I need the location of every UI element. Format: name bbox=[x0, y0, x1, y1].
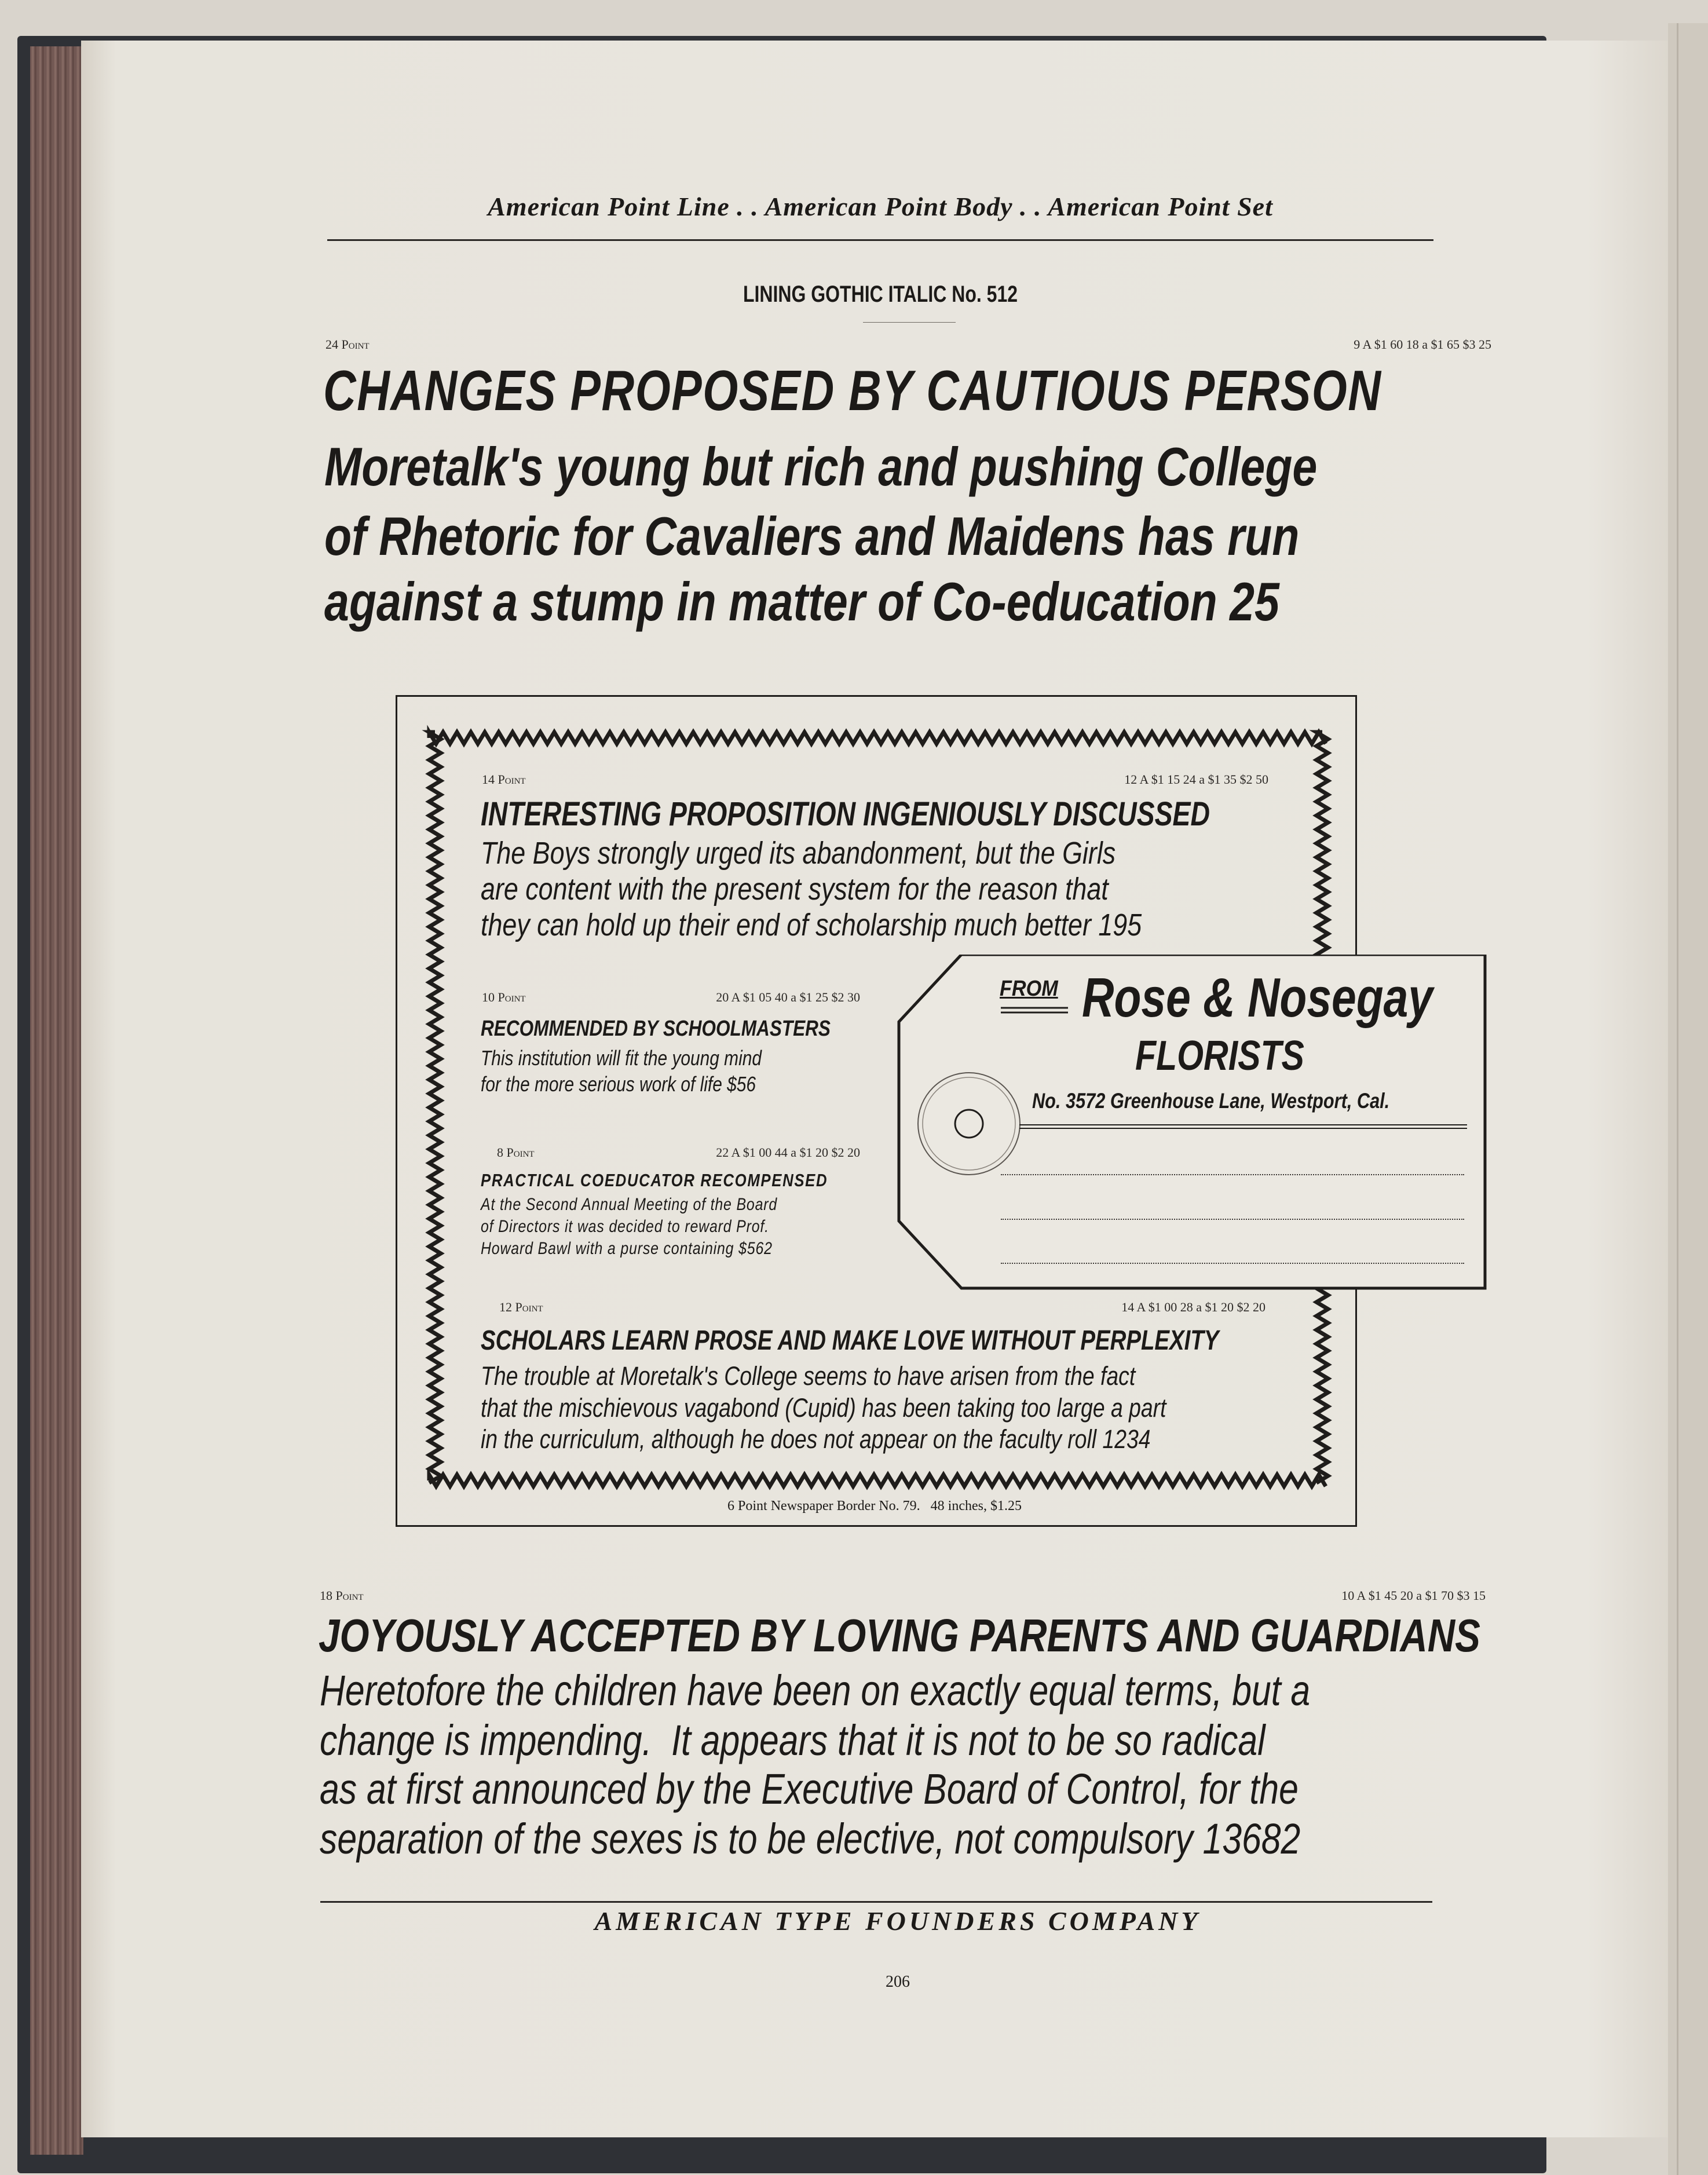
header-rule bbox=[327, 239, 1433, 241]
price-10pt: 20 A $1 05 40 a $1 25 $2 30 bbox=[716, 990, 860, 1004]
price-24pt: 9 A $1 60 18 a $1 65 $3 25 bbox=[1354, 337, 1491, 352]
heading-18pt: JOYOUSLY ACCEPTED BY LOVING PARENTS AND GUARDIANS bbox=[319, 1610, 1480, 1661]
line-18pt-2: change is impending. It appears that it is not to be so radical bbox=[320, 1716, 1266, 1764]
tag-write-line-2 bbox=[1001, 1219, 1464, 1220]
size-label-8pt: 8 Point bbox=[497, 1145, 535, 1160]
heading-10pt: RECOMMENDED BY SCHOOLMASTERS bbox=[481, 1017, 831, 1041]
size-label-10pt: 10 Point bbox=[482, 990, 526, 1004]
title-ornament bbox=[863, 322, 956, 323]
tag-write-line-3 bbox=[1001, 1263, 1464, 1264]
heading-14pt: INTERESTING PROPOSITION INGENIOUSLY DISCUSSED bbox=[481, 795, 1210, 833]
heading-8pt: PRACTICAL COEDUCATOR RECOMPENSED bbox=[481, 1170, 828, 1190]
tag-business-name: Rose & Nosegay bbox=[1082, 967, 1433, 1029]
specimen-title: LINING GOTHIC ITALIC No. 512 bbox=[743, 282, 1018, 307]
line-10pt-2: for the more serious work of life $56 bbox=[481, 1072, 756, 1096]
price-8pt: 22 A $1 00 44 a $1 20 $2 20 bbox=[716, 1145, 860, 1160]
next-page-edge bbox=[1668, 23, 1708, 2175]
line-14pt-2: are content with the present system for the reason that bbox=[481, 872, 1109, 906]
tag-business-type: FLORISTS bbox=[1135, 1033, 1304, 1079]
line-12pt-3: in the curriculum, although he does not appear on the faculty roll 1234 bbox=[481, 1424, 1151, 1454]
price-14pt: 12 A $1 15 24 a $1 35 $2 50 bbox=[1124, 772, 1268, 787]
heading-12pt: SCHOLARS LEARN PROSE AND MAKE LOVE WITHOUT PERPLEXITY bbox=[481, 1325, 1219, 1356]
footer-company: AMERICAN TYPE FOUNDERS COMPANY bbox=[594, 1906, 1201, 1936]
tag-write-line-1 bbox=[1001, 1174, 1464, 1175]
border-caption: 6 Point Newspaper Border No. 79. 48 inches, $1.25 bbox=[727, 1498, 1022, 1514]
size-label-18pt: 18 Point bbox=[320, 1588, 364, 1603]
size-label-24pt: 24 Point bbox=[325, 337, 370, 352]
tag-from-label: FROM bbox=[1000, 977, 1058, 1001]
next-page-gutter bbox=[1677, 23, 1678, 2175]
line-24pt-3: against a stump in matter of Co-education 25 bbox=[324, 571, 1279, 632]
line-14pt-1: The Boys strongly urged its abandonment, but the Girls bbox=[481, 836, 1116, 871]
tag-address: No. 3572 Greenhouse Lane, Westport, Cal. bbox=[1032, 1089, 1390, 1113]
line-8pt-3: Howard Bawl with a purse containing $562 bbox=[481, 1239, 773, 1258]
line-8pt-1: At the Second Annual Meeting of the Board bbox=[481, 1195, 778, 1214]
line-24pt-2: of Rhetoric for Cavaliers and Maidens has run bbox=[324, 506, 1300, 566]
page-edges bbox=[30, 46, 83, 2155]
page-number: 206 bbox=[886, 1973, 910, 1991]
size-label-12pt: 12 Point bbox=[499, 1300, 543, 1314]
price-12pt: 14 A $1 00 28 a $1 20 $2 20 bbox=[1121, 1300, 1266, 1314]
line-12pt-1: The trouble at Moretalk's College seems to have arisen from the fact bbox=[481, 1361, 1136, 1391]
line-24pt-1: Moretalk's young but rich and pushing College bbox=[324, 436, 1318, 497]
line-18pt-1: Heretofore the children have been on exactly equal terms, but a bbox=[320, 1666, 1311, 1715]
heading-24pt: CHANGES PROPOSED BY CAUTIOUS PERSON bbox=[323, 359, 1382, 422]
line-18pt-4: separation of the sexes is to be elective, not compulsory 13682 bbox=[320, 1815, 1301, 1863]
size-label-14pt: 14 Point bbox=[482, 772, 526, 787]
line-10pt-1: This institution will fit the young mind bbox=[481, 1046, 762, 1070]
line-12pt-2: that the mischievous vagabond (Cupid) has been taking too large a part bbox=[481, 1393, 1166, 1423]
running-head: American Point Line . . American Point Body . . American Point Set bbox=[488, 192, 1273, 221]
price-18pt: 10 A $1 45 20 a $1 70 $3 15 bbox=[1341, 1588, 1486, 1603]
line-18pt-3: as at first announced by the Executive Board of Control, for the bbox=[320, 1765, 1299, 1813]
line-8pt-2: of Directors it was decided to reward Prof. bbox=[481, 1217, 769, 1236]
footer-rule bbox=[320, 1901, 1432, 1903]
line-14pt-3: they can hold up their end of scholarship much better 195 bbox=[481, 908, 1142, 942]
